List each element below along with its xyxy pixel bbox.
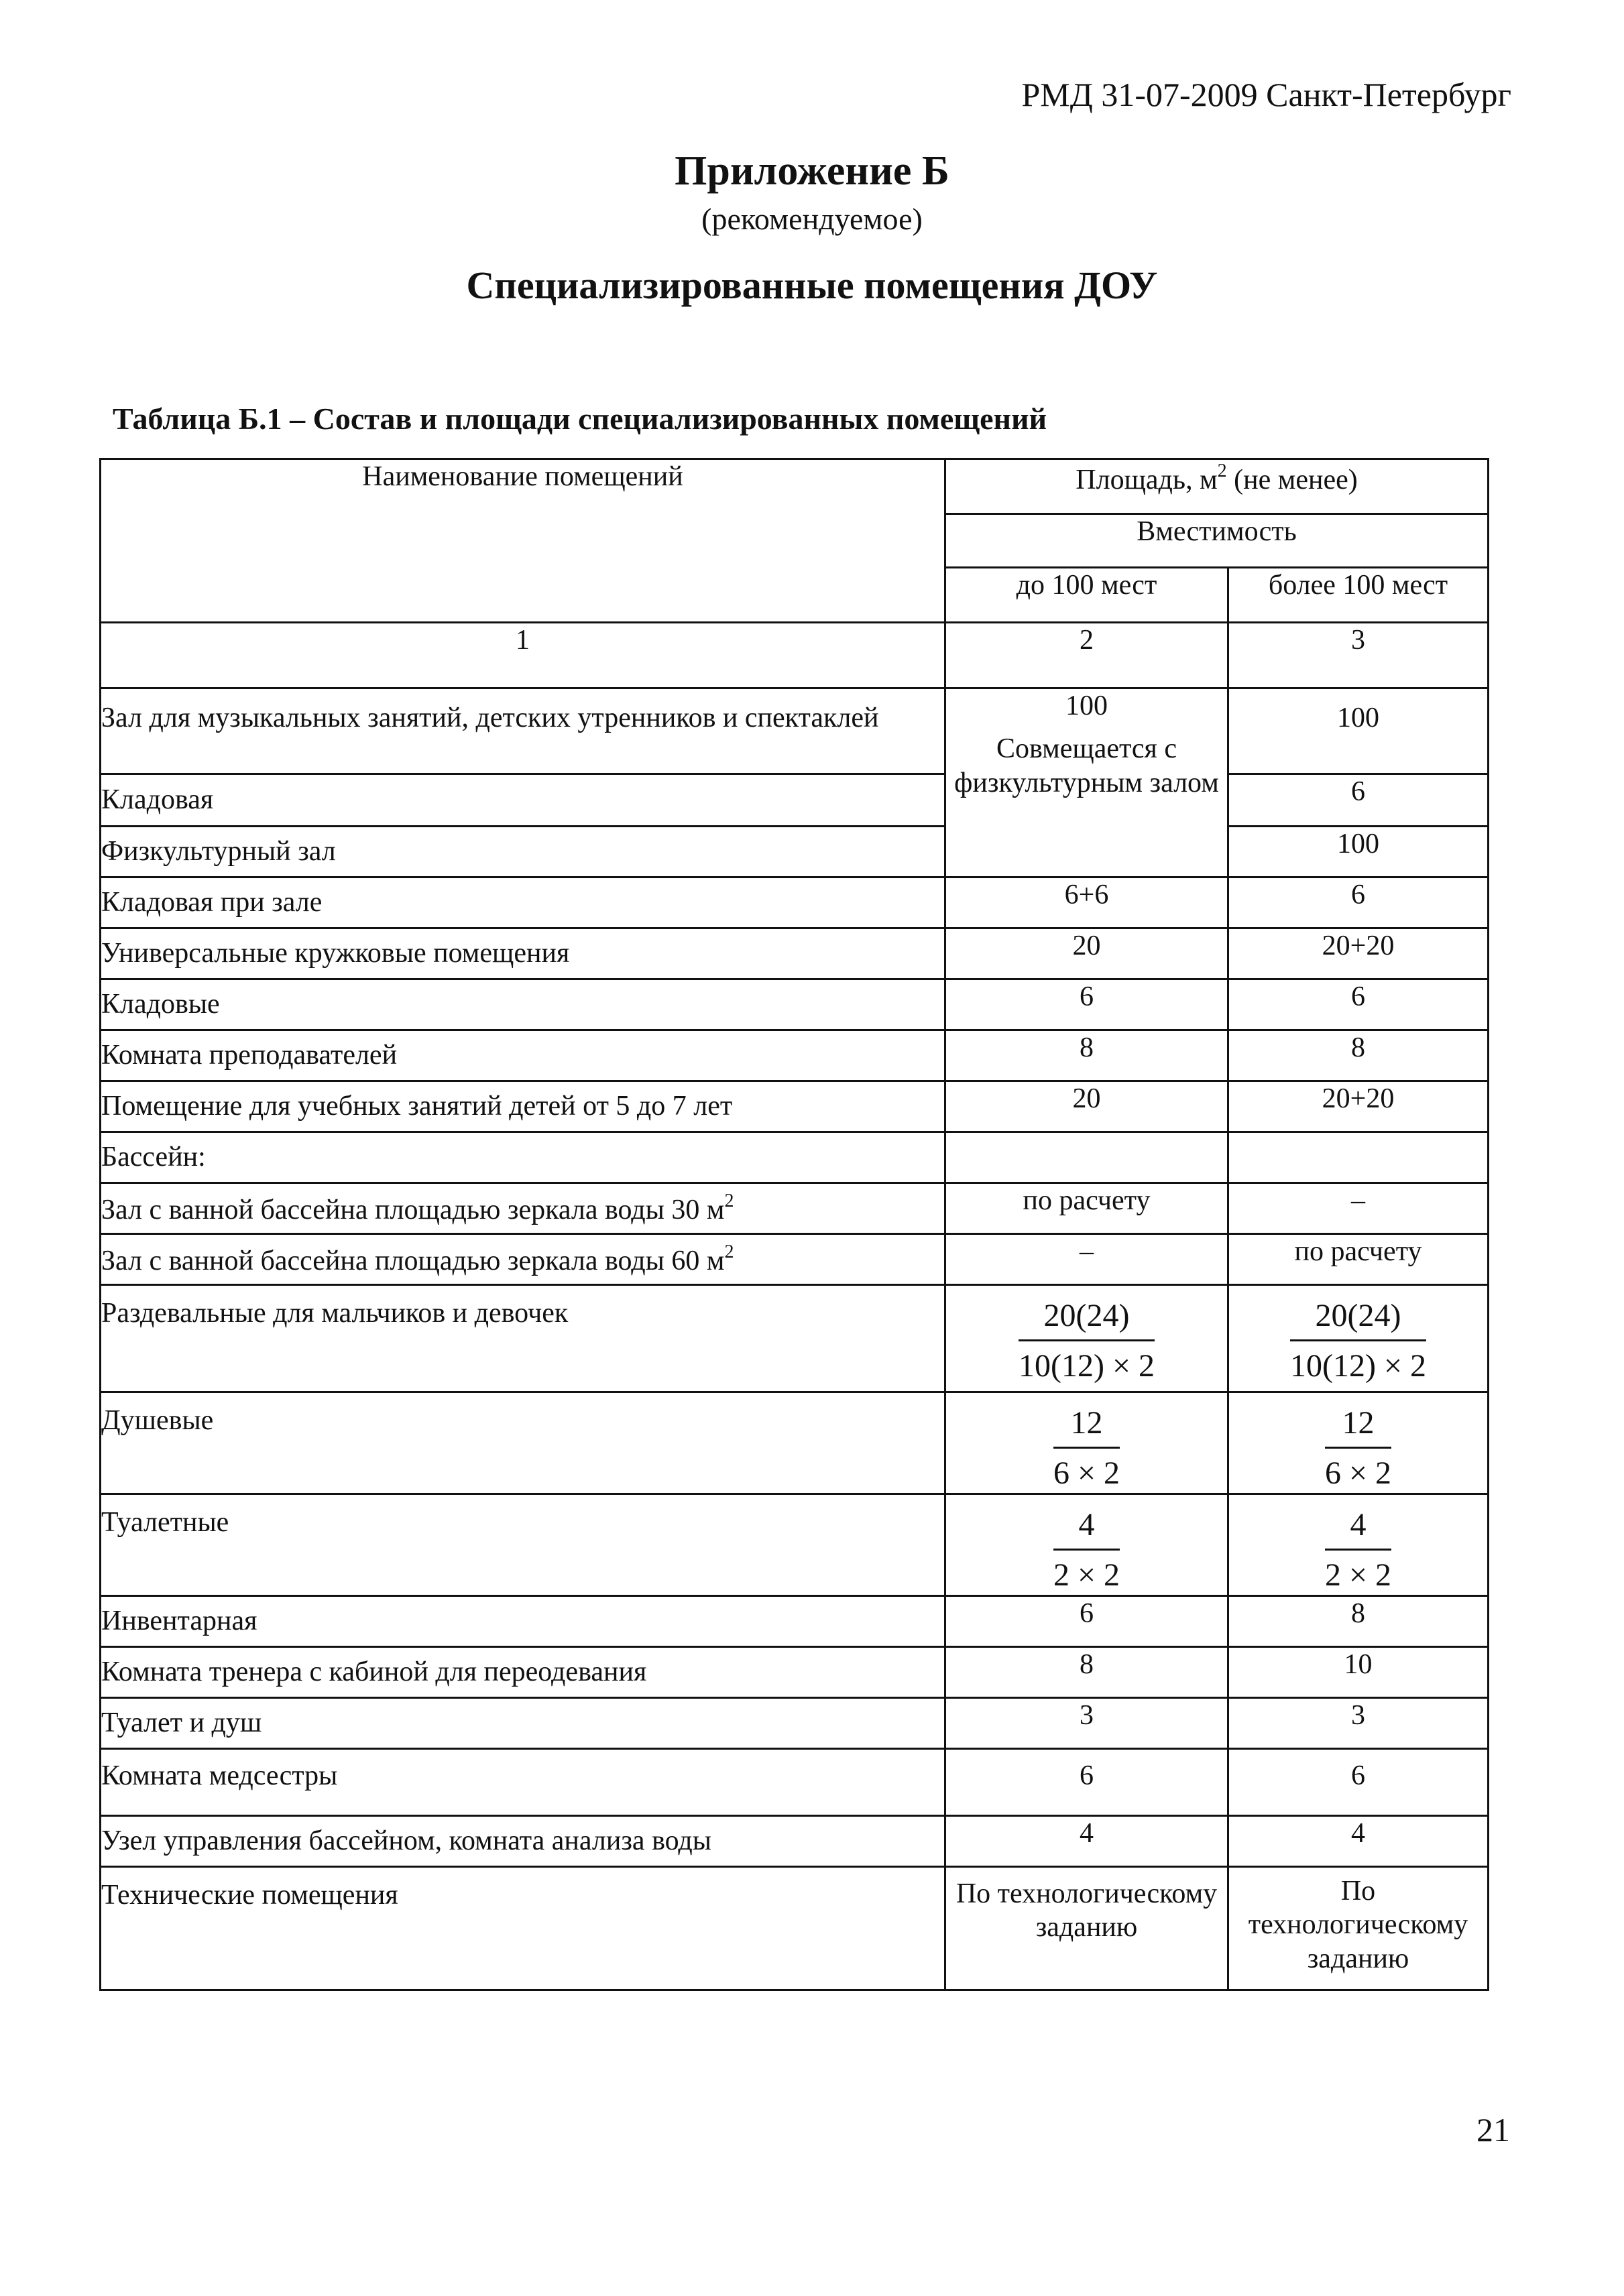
table-caption: Таблица Б.1 – Состав и площади специализированных помещений <box>113 402 1047 436</box>
row-name-technical-rooms: Технические помещения <box>101 1867 945 1990</box>
row-name-nurse-room: Комната медсестры <box>101 1749 945 1816</box>
value-changing-rooms-up-to-100: $\frac{20(24)}{10(12) \times 2}$ <box>945 1285 1228 1392</box>
value-pool-30-over-100: – <box>1228 1183 1489 1234</box>
value-pool-60-over-100: по расчету <box>1228 1234 1489 1285</box>
value-equipment-room-up-to-100: 6 <box>945 1596 1228 1647</box>
row-name-pool-control: Узел управления бассейном, комната анализа воды <box>101 1816 945 1867</box>
row-name-hall-storage: Кладовая при зале <box>101 878 945 928</box>
section-title: Специализированные помещения ДОУ <box>466 263 1158 307</box>
note-combined-line2: физкультурным залом <box>954 767 1219 798</box>
row-name-gym: Физкультурный зал <box>101 827 945 878</box>
header-capacity: Вместимость <box>945 514 1489 568</box>
value-study-room-up-to-100: 20 <box>945 1081 1228 1132</box>
value-changing-rooms-over-100: $\frac{20(24)}{10(12) \times 2}$ <box>1228 1285 1489 1392</box>
column-number-2: 2 <box>945 623 1228 688</box>
value-showers-over-100: $\frac{12}{6 \times 2}$ <box>1228 1392 1489 1494</box>
note-combined-line1: Совмещается с <box>996 733 1177 765</box>
value-gym-over-100: 100 <box>1228 827 1489 878</box>
value-hall-storage-up-to-100: 6+6 <box>945 878 1228 928</box>
row-name-toilets: Туалетные <box>101 1494 945 1596</box>
row-name-changing-rooms: Раздевальные для мальчиков и девочек <box>101 1285 945 1392</box>
value-pool-up-to-100-empty <box>945 1132 1228 1183</box>
value-storages-over-100: 6 <box>1228 979 1489 1030</box>
value-equipment-room-over-100: 8 <box>1228 1596 1489 1647</box>
value-nurse-room-over-100: 6 <box>1228 1749 1489 1816</box>
row-name-study-room: Помещение для учебных занятий детей от 5 до 7 лет <box>101 1081 945 1132</box>
row-name-teachers-room: Комната преподавателей <box>101 1030 945 1081</box>
value-hobby-rooms-up-to-100: 20 <box>945 928 1228 979</box>
value-toilet-shower-up-to-100: 3 <box>945 1698 1228 1749</box>
value-toilets-up-to-100: $\frac{4}{2 \times 2}$ <box>945 1494 1228 1596</box>
value-pool-control-over-100: 4 <box>1228 1816 1489 1867</box>
row-name-storages: Кладовые <box>101 979 945 1030</box>
appendix-title: Приложение Б <box>675 148 949 194</box>
value-pool-30-up-to-100: по расчету <box>945 1183 1228 1234</box>
row-name-hobby-rooms: Универсальные кружковые помещения <box>101 928 945 979</box>
document-code: РМД 31-07-2009 Санкт-Петербург <box>1021 76 1511 113</box>
merged-cell-music-hall <box>945 688 1228 878</box>
value-study-room-over-100: 20+20 <box>1228 1081 1489 1132</box>
value-pool-60-up-to-100: – <box>945 1234 1228 1285</box>
value-toilet-shower-over-100: 3 <box>1228 1698 1489 1749</box>
value-coach-room-over-100: 10 <box>1228 1647 1489 1698</box>
page-number: 21 <box>1476 2111 1510 2149</box>
column-number-3: 3 <box>1228 623 1489 688</box>
row-name-pool-60: Зал с ванной бассейна площадью зеркала воды 60 $м^2$ <box>101 1234 945 1285</box>
value-teachers-room-up-to-100: 8 <box>945 1030 1228 1081</box>
rooms-area-table <box>99 458 1489 1991</box>
value-hall-storage-over-100: 6 <box>1228 878 1489 928</box>
row-name-storage: Кладовая <box>101 774 945 827</box>
row-name-toilet-shower: Туалет и душ <box>101 1698 945 1749</box>
value-storage-over-100: 6 <box>1228 774 1489 827</box>
value-music-hall-up-to-100: 100 <box>1065 690 1108 721</box>
value-technical-rooms-up-to-100: По технологическому заданию <box>945 1867 1228 1990</box>
value-nurse-room-up-to-100: 6 <box>945 1749 1228 1816</box>
row-name-pool-30: Зал с ванной бассейна площадью зеркала воды 30 $м^2$ <box>101 1183 945 1234</box>
header-over-100: более 100 мест <box>1228 568 1489 623</box>
row-name-equipment-room: Инвентарная <box>101 1596 945 1647</box>
value-hobby-rooms-over-100: 20+20 <box>1228 928 1489 979</box>
row-name-music-hall: Зал для музыкальных занятий, детских утренников и спектаклей <box>101 688 945 774</box>
row-name-coach-room: Комната тренера с кабиной для переодевания <box>101 1647 945 1698</box>
value-pool-over-100-empty <box>1228 1132 1489 1183</box>
value-pool-control-up-to-100: 4 <box>945 1816 1228 1867</box>
value-coach-room-up-to-100: 8 <box>945 1647 1228 1698</box>
value-showers-up-to-100: $\frac{12}{6 \times 2}$ <box>945 1392 1228 1494</box>
value-music-hall-over-100: 100 <box>1228 688 1489 774</box>
header-room-name: Наименование помещений <box>101 459 945 623</box>
value-teachers-room-over-100: 8 <box>1228 1030 1489 1081</box>
header-area: Площадь, $м^2$ (не менее) <box>945 459 1489 514</box>
row-name-pool: Бассейн: <box>101 1132 945 1183</box>
value-toilets-over-100: $\frac{4}{2 \times 2}$ <box>1228 1494 1489 1596</box>
appendix-subtitle: (рекомендуемое) <box>701 202 923 236</box>
header-up-to-100: до 100 мест <box>945 568 1228 623</box>
value-technical-rooms-over-100: По технологическому заданию <box>1228 1867 1489 1990</box>
value-storages-up-to-100: 6 <box>945 979 1228 1030</box>
row-name-showers: Душевые <box>101 1392 945 1494</box>
column-number-1: 1 <box>101 623 945 688</box>
